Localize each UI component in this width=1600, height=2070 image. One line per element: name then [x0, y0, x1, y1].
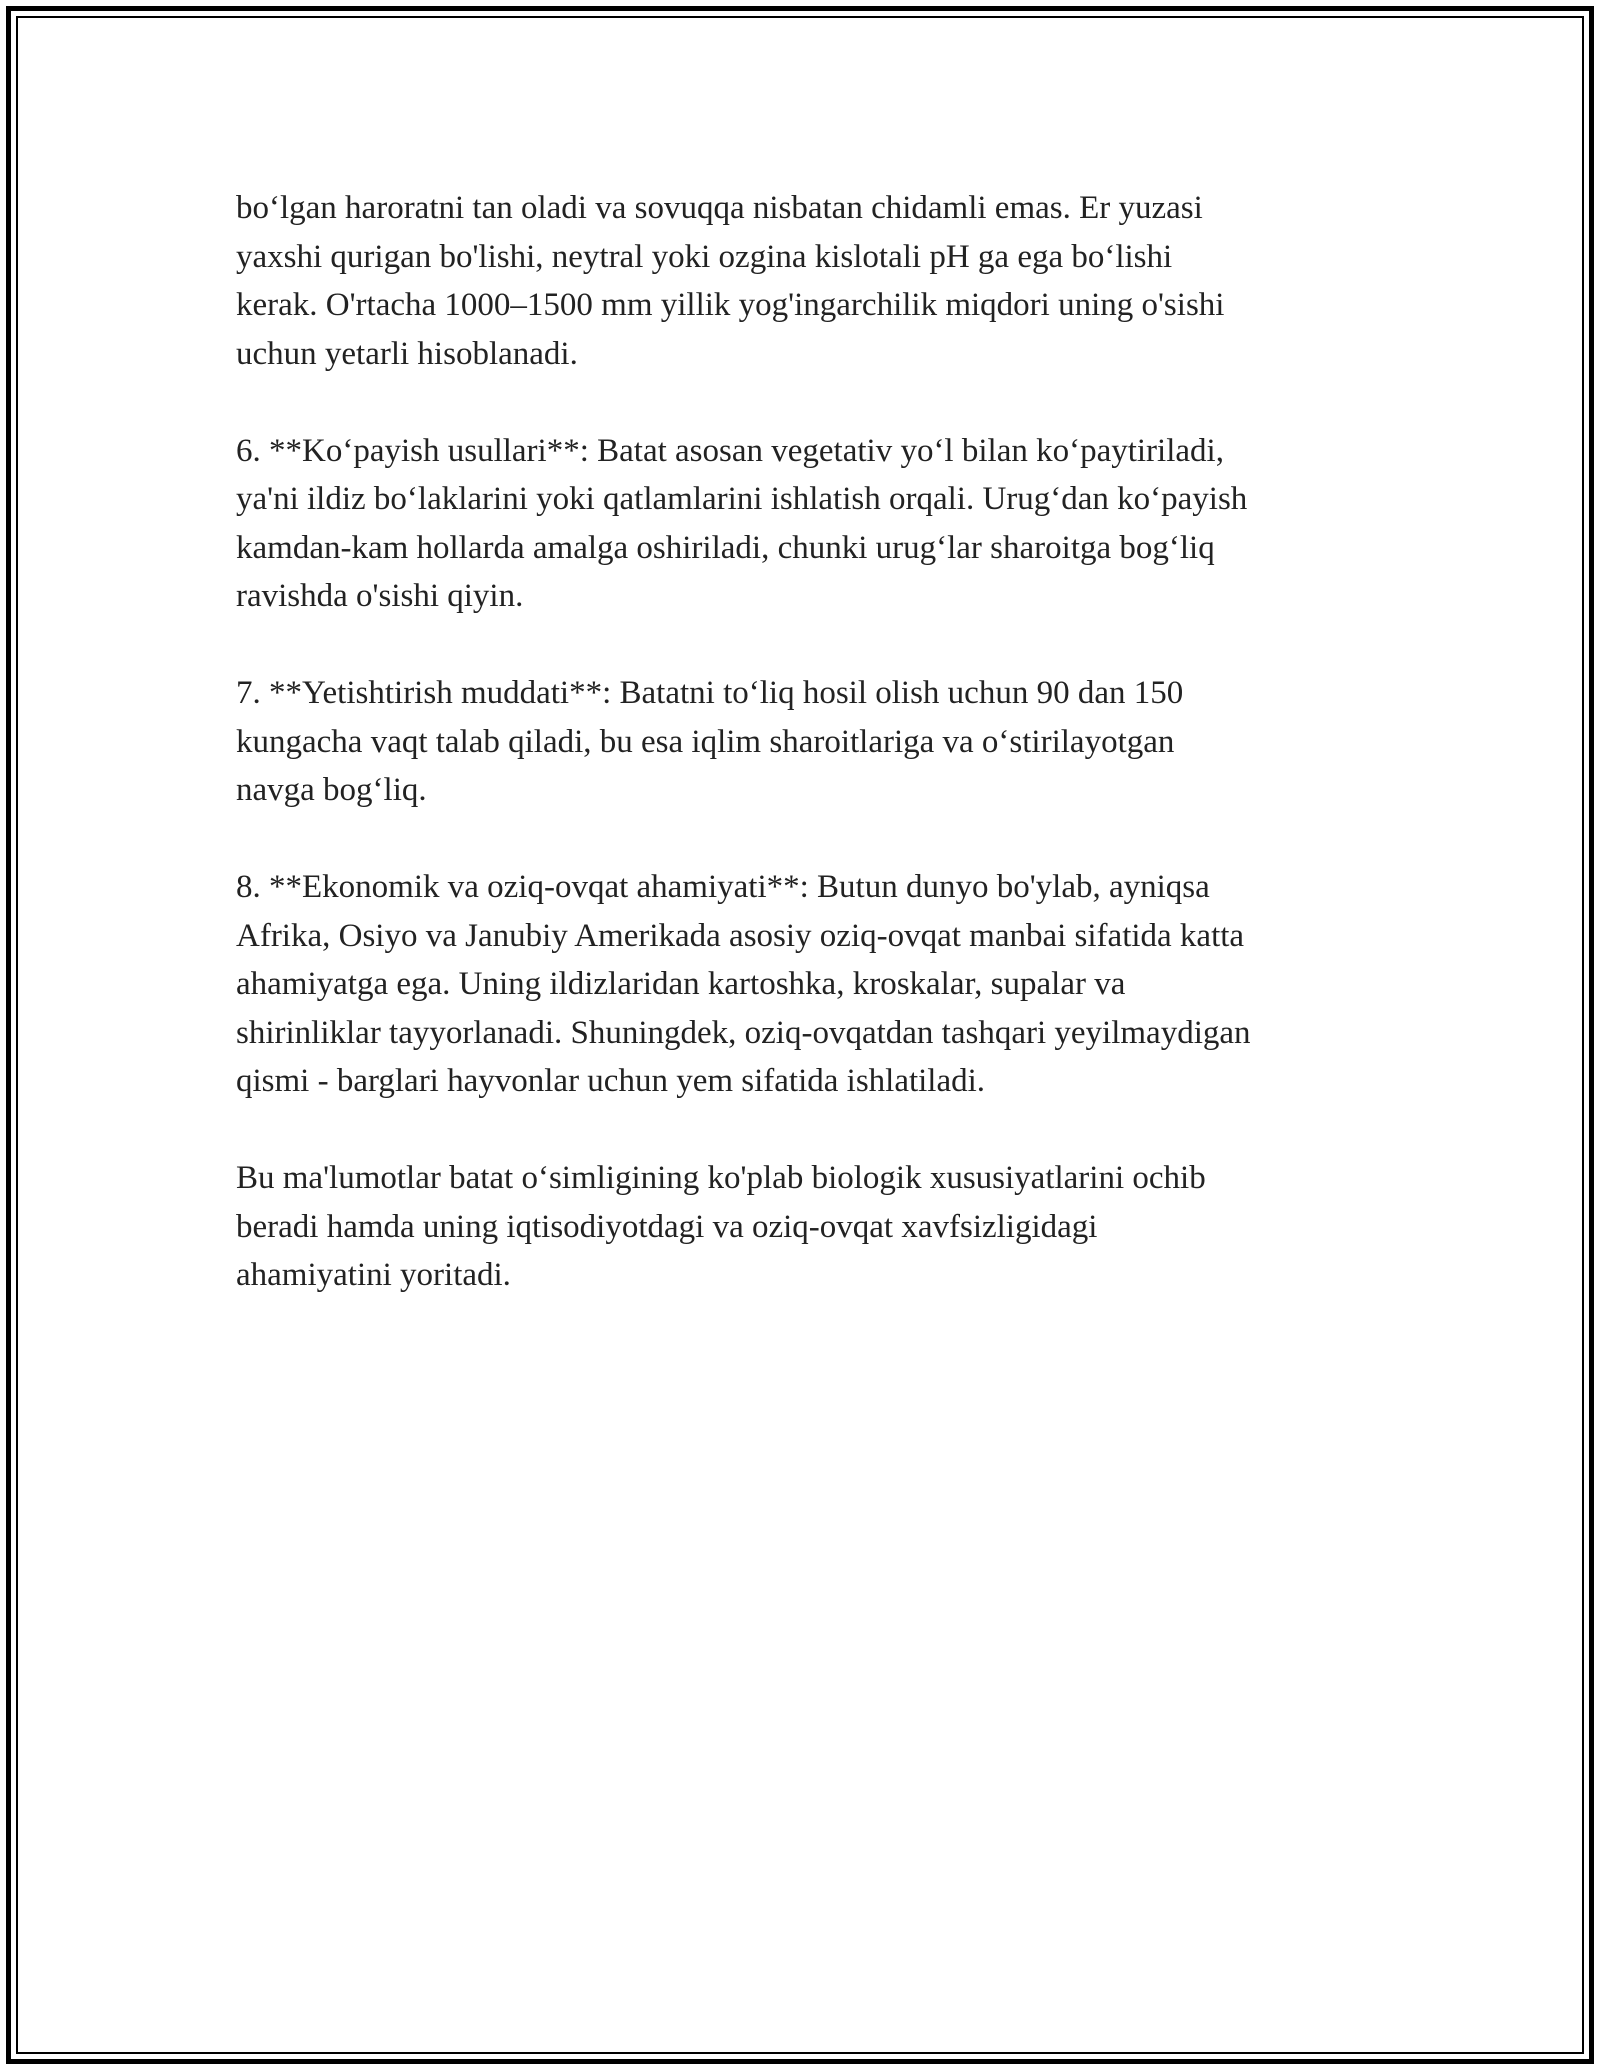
paragraph-growing-period: 7. **Yetishtirish muddati**: Batatni to‘liq hosil olish uchun 90 dan 150 kungacha vaqt talab qiladi, bu esa iqlim sharoitlariga va o‘stirilayotgan navga bog‘liq. [236, 675, 1184, 808]
paragraph-propagation: 6. **Ko‘payish usullari**: Batat asosan vegetativ yo‘l bilan ko‘paytiriladi, ya'ni ildiz bo‘laklarini yoki qatlamlarini ishlatish orqali. Urug‘dan ko‘payish kamdan-kam hollarda amalga oshiriladi, chunki urug‘lar sharoitga bog‘liq ravishda o'sishi qiyin. [236, 432, 1248, 614]
paragraph-economic-importance: 8. **Ekonomik va oziq-ovqat ahamiyati**: Butun dunyo bo'ylab, ayniqsa Afrika, Osiyo va Janubiy Amerikada asosiy oziq-ovqat manbai sifatida katta ahamiyatga ega. Uning ildizlaridan kartoshka, kroskalar, supalar va shirinliklar tayyorlanadi. Shuningdek, oziq-ovqatdan tashqari yeyilmaydigan qismi - barglari hayvonlar uchun yem sifatida ishlatiladi. [236, 869, 1251, 1099]
paragraph-conclusion: Bu ma'lumotlar batat o‘simligining ko'plab biologik xususiyatlarini ochib beradi hamda uning iqtisodiyotdagi va oziq-ovqat xavfsizligidagi ahamiyatini yoritadi. [236, 1160, 1206, 1293]
paragraph-climate: bo‘lgan haroratni tan oladi va sovuqqa nisbatan chidamli emas. Er yuzasi yaxshi qurigan bo'lishi, neytral yoki ozgina kislotali pH ga ega bo‘lishi kerak. O'rtacha 1000–1500 mm yillik yog'ingarchilik miqdori uning o'sishi uchun yetarli hisoblanadi. [236, 190, 1225, 372]
document-body [236, 184, 1376, 1348]
